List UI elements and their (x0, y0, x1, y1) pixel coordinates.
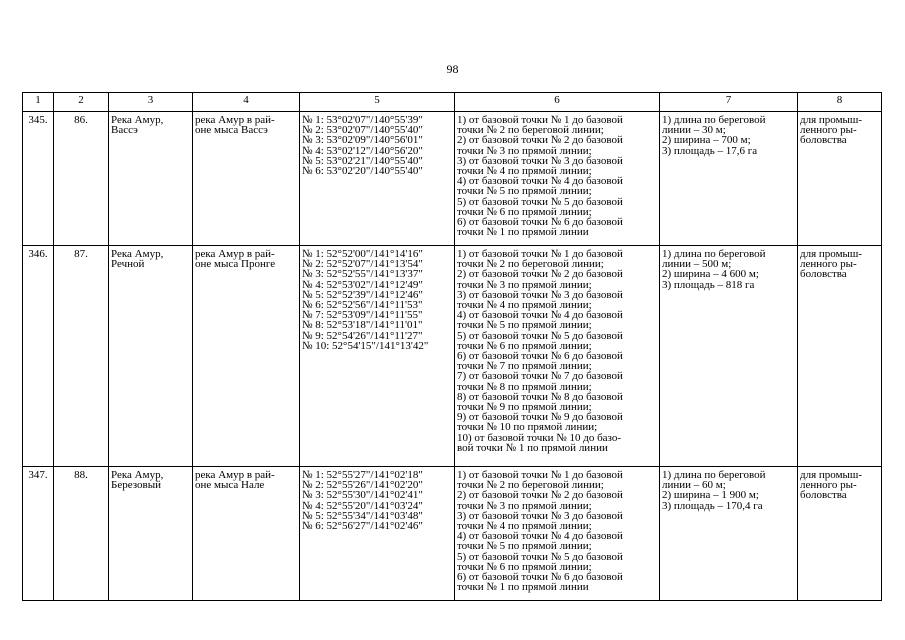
fishing-areas-table (22, 92, 882, 601)
column-header: 3 (109, 93, 193, 112)
size-cell: 1) длина по береговой линии – 30 м; 2) ширина – 700 м; 3) площадь – 17,6 га (660, 112, 798, 246)
table-row (23, 246, 882, 467)
column-header: 7 (660, 93, 798, 112)
row-number-cell: 345. (23, 112, 54, 246)
page-number: 98 (446, 62, 459, 76)
purpose-cell: для промыш- ленного ры- боловства (798, 467, 882, 601)
area-name-cell: Река Амур, Березовый (109, 467, 193, 601)
borders-cell: 1) от базовой точки № 1 до базовой точки № 2 по береговой линии; 2) от базовой точки № 2 до базовой точки № 3 по прямой линии; 3) от базовой точки № 3 до базовой точки № 4 по прямой линии; 4) от базовой точки № 4 до базовой точки № 5 по прямой линии; 5) от базовой точки № 5 до базовой точки № 6 по прямой линии; 6) от базовой точки № 6 до базовой точки № 1 по прямой линии (455, 467, 660, 601)
location-cell: река Амур в рай- оне мыса Вассэ (193, 112, 300, 246)
sub-number-cell: 86. (54, 112, 109, 246)
coordinates-cell: № 1: 52°55'27"/141°02'18" № 2: 52°55'26"/141°02'20" № 3: 52°55'30"/141°02'41" № 4: 52°55'20"/141°03'24" № 5: 52°55'34"/141°03'48" № 6: 52°56'27"/141°02'46" (300, 467, 455, 601)
column-header: 5 (300, 93, 455, 112)
header-row (23, 93, 882, 112)
column-header: 6 (455, 93, 660, 112)
table-row (23, 112, 882, 246)
row-number-cell: 346. (23, 246, 54, 467)
size-cell: 1) длина по береговой линии – 500 м; 2) ширина – 4 600 м; 3) площадь – 818 га (660, 246, 798, 467)
borders-cell: 1) от базовой точки № 1 до базовой точки № 2 по береговой линии; 2) от базовой точки № 2 до базовой точки № 3 по прямой линии; 3) от базовой точки № 3 до базовой точки № 4 по прямой линии; 4) от базовой точки № 4 до базовой точки № 5 по прямой линии; 5) от базовой точки № 5 до базовой точки № 6 по прямой линии; 6) от базовой точки № 6 до базовой точки № 1 по прямой линии (455, 112, 660, 246)
size-cell: 1) длина по береговой линии – 60 м; 2) ширина – 1 900 м; 3) площадь – 170,4 га (660, 467, 798, 601)
column-header: 4 (193, 93, 300, 112)
area-name-cell: Река Амур, Речной (109, 246, 193, 467)
purpose-cell: для промыш- ленного ры- боловства (798, 246, 882, 467)
sub-number-cell: 88. (54, 467, 109, 601)
row-number-cell: 347. (23, 467, 54, 601)
purpose-cell: для промыш- ленного ры- боловства (798, 112, 882, 246)
table-row (23, 467, 882, 601)
location-cell: река Амур в рай- оне мыса Пронге (193, 246, 300, 467)
column-header: 1 (23, 93, 54, 112)
borders-cell: 1) от базовой точки № 1 до базовой точки № 2 по береговой линии; 2) от базовой точки № 2 до базовой точки № 3 по прямой линии; 3) от базовой точки № 3 до базовой точки № 4 по прямой линии; 4) от базовой точки № 4 до базовой точки № 5 по прямой линии; 5) от базовой точки № 5 до базовой точки № 6 по прямой линии; 6) от базовой точки № 6 до базовой точки № 7 по прямой линии; 7) от базовой точки № 7 до базовой точки № 8 по прямой линии; 8) от базовой точки № 8 до базовой точки № 9 по прямой линии; 9) от базовой точки № 9 до базовой точки № 10 по прямой линии; 10) от базовой точки № 10 до базо- вой точки № 1 по прямой линии (455, 246, 660, 467)
coordinates-cell: № 1: 52°52'00"/141°14'16" № 2: 52°52'07"/141°13'54" № 3: 52°52'55"/141°13'37" № 4: 52°53'02"/141°12'49" № 5: 52°52'39"/141°12'46" № 6: 52°52'56"/141°11'53" № 7: 52°53'09"/141°11'55" № 8: 52°53'18"/141°11'01" № 9: 52°54'26"/141°11'27" № 10: 52°54'15"/141°13'42" (300, 246, 455, 467)
location-cell: река Амур в рай- оне мыса Нале (193, 467, 300, 601)
coordinates-cell: № 1: 53°02'07"/140°55'39" № 2: 53°02'07"/140°55'40" № 3: 53°02'09"/140°56'01" № 4: 53°02'12"/140°56'20" № 5: 53°02'21"/140°55'40" № 6: 53°02'20"/140°55'40" (300, 112, 455, 246)
column-header: 8 (798, 93, 882, 112)
area-name-cell: Река Амур, Вассэ (109, 112, 193, 246)
column-header: 2 (54, 93, 109, 112)
sub-number-cell: 87. (54, 246, 109, 467)
